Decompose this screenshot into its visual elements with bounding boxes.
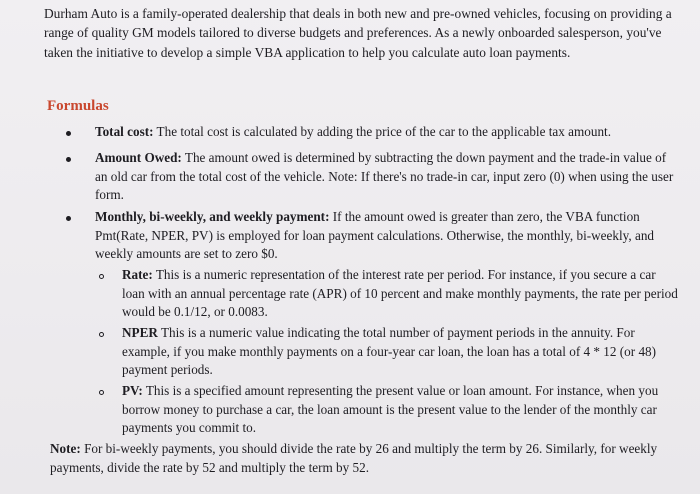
bullet-term: Monthly, bi-weekly, and weekly payment: [95, 209, 330, 224]
bullet-text: If the amount owed is greater than zero, the VBA function Pmt(Rate, NPER, PV) is employed for loan payment calculations. Otherwise, the monthly, bi-weekly, and weekly amounts are set to zero $0. [95, 209, 655, 262]
bullet-dot [66, 157, 71, 162]
bullet-payments [95, 208, 679, 264]
bullet-amount-owed [95, 149, 677, 205]
note-text: For bi-weekly payments, you should divide the rate by 26 and multiply the term by 26. Similarly, for weekly payments, divide the rate by 52 and multiply the term by 52. [50, 441, 658, 475]
sub-bullet-circle [99, 332, 104, 337]
sub-bullet-nper [122, 324, 670, 380]
sub-bullet-text: This is a numeric value indicating the total number of payment periods in the annuity. For example, if you make monthly payments on a four-year car loan, the loan has a total of 4 * 12 (or 48) payment periods. [122, 325, 657, 378]
bullet-dot [66, 131, 71, 136]
sub-bullet-pv [122, 382, 678, 438]
note-paragraph [50, 440, 680, 477]
bullet-text: The total cost is calculated by adding the price of the car to the applicable tax amount. [153, 124, 611, 139]
sub-bullet-circle [99, 274, 104, 279]
sub-bullet-circle [99, 390, 104, 395]
sub-bullet-term: NPER [122, 325, 158, 340]
bullet-term: Total cost: [95, 124, 154, 139]
bullet-total-cost [95, 123, 675, 142]
intro-paragraph: Durham Auto is a family-operated dealership that deals in both new and pre-owned vehicles, focusing on providing a range of quality GM models tailored to diverse budgets and preferences. As a newly onboarded salesperson, you've taken the initiative to develop a simple VBA application to help you calculate auto loan payments. [44, 6, 672, 60]
sub-bullet-term: Rate: [122, 267, 153, 282]
sub-bullet-text: This is a numeric representation of the interest rate per period. For instance, if you secure a car loan with an annual percentage rate (APR) of 10 percent and make monthly payments, the rate per period would be 0.1/12, or 0.0083. [122, 267, 678, 320]
sub-bullet-text: This is a specified amount representing the present value or loan amount. For instance, when you borrow money to purchase a car, the loan amount is the present value to the lender of the monthly car payments you commit to. [122, 383, 659, 436]
formulas-heading: Formulas [47, 98, 109, 114]
bullet-term: Amount Owed: [95, 150, 182, 165]
sub-bullet-term: PV: [122, 383, 143, 398]
bullet-dot [66, 216, 71, 221]
note-term: Note: [50, 441, 81, 456]
bullet-text: The amount owed is determined by subtracting the down payment and the trade-in value of an old car from the total cost of the vehicle. Note: If there's no trade-in car, input zero (0) when using the user form. [95, 150, 674, 203]
sub-bullet-rate [122, 266, 678, 322]
